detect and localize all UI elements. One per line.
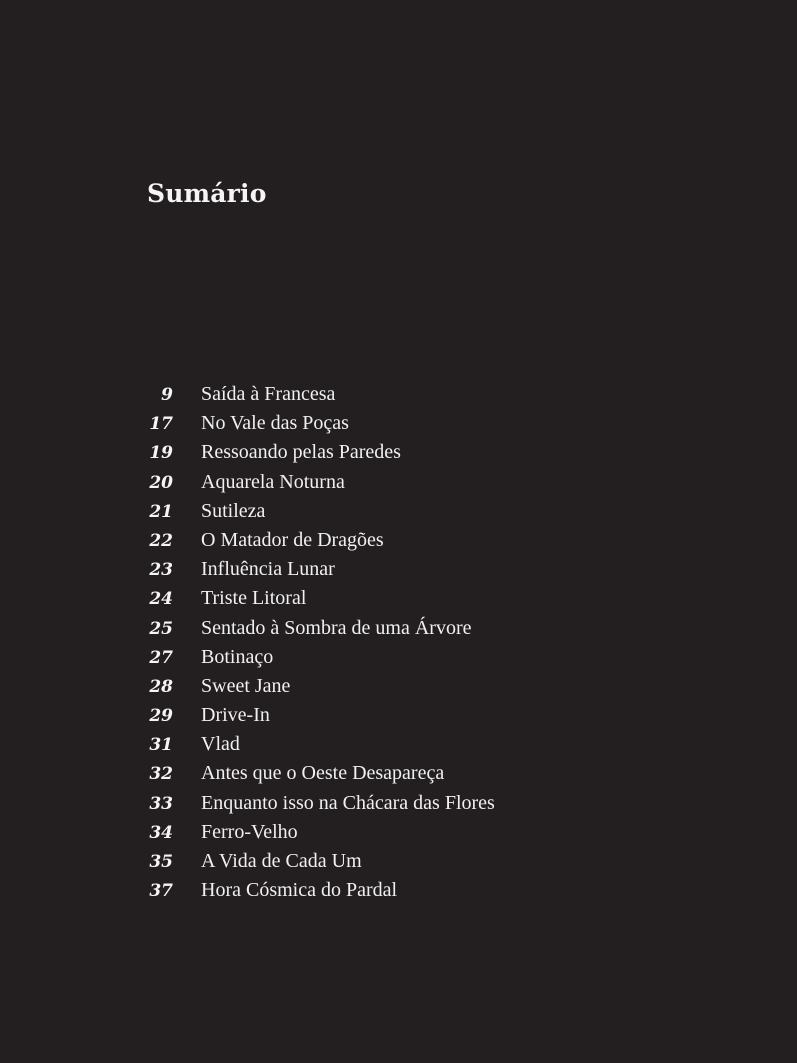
- toc-entry: [140, 468, 495, 497]
- toc-page-number: 33: [149, 793, 173, 814]
- toc-entry: [140, 555, 495, 584]
- toc-page-number: 22: [149, 530, 173, 551]
- toc-entry: [140, 730, 495, 759]
- toc-entry: [140, 876, 495, 905]
- toc-title: Sutileza: [201, 499, 266, 522]
- toc-page-number: 34: [149, 822, 173, 843]
- toc-entry: [140, 847, 495, 876]
- toc-entry: [140, 789, 495, 818]
- toc-page-number: 32: [149, 764, 173, 785]
- toc-entry: [140, 818, 495, 847]
- toc-page-number: 25: [149, 618, 173, 639]
- toc-title: Ferro-Velho: [201, 820, 298, 843]
- toc-title: Influência Lunar: [201, 558, 335, 581]
- toc-entry: [140, 643, 495, 672]
- toc-entry: [140, 438, 495, 467]
- toc-entry: [140, 614, 495, 643]
- toc-title: Drive-In: [201, 704, 270, 727]
- toc-page-number: 19: [149, 443, 173, 464]
- toc-entry: [140, 584, 495, 613]
- toc-title: Antes que o Oeste Desapareça: [201, 762, 445, 785]
- toc-title: Saída à Francesa: [201, 383, 336, 405]
- toc-page-number: 21: [149, 501, 173, 522]
- table-of-contents: [140, 380, 495, 905]
- toc-entry: [140, 380, 495, 409]
- toc-page-number: 31: [149, 735, 173, 756]
- toc-page-number: 35: [149, 852, 173, 872]
- toc-page-number: 17: [149, 414, 173, 435]
- toc-entry: [140, 409, 495, 438]
- toc-title: Vlad: [201, 733, 240, 756]
- toc-page-number: 29: [149, 706, 173, 727]
- toc-title: O Matador de Dragões: [201, 528, 384, 551]
- toc-entry: [140, 759, 495, 788]
- toc-entry: [140, 672, 495, 701]
- toc-page-number: 9: [161, 385, 173, 405]
- toc-title: A Vida de Cada Um: [201, 850, 362, 872]
- toc-title: Hora Cósmica do Pardal: [201, 879, 398, 902]
- page-title: Sumário: [147, 179, 267, 208]
- toc-entry: [140, 701, 495, 730]
- toc-page-number: 24: [149, 589, 173, 610]
- toc-title: No Vale das Poças: [201, 412, 349, 435]
- toc-title: Sentado à Sombra de uma Árvore: [201, 616, 472, 639]
- toc-entry: [140, 497, 495, 526]
- toc-title: Triste Litoral: [201, 587, 307, 610]
- toc-page-number: 37: [149, 881, 173, 902]
- toc-entry: [140, 526, 495, 555]
- toc-title: Sweet Jane: [201, 674, 291, 697]
- toc-page-number: 20: [149, 472, 173, 493]
- toc-title: Enquanto isso na Chácara das Flores: [201, 791, 495, 814]
- toc-title: Ressoando pelas Paredes: [201, 441, 401, 464]
- toc-title: Botinaço: [201, 645, 274, 668]
- toc-page-number: 28: [149, 676, 173, 697]
- toc-title: Aquarela Noturna: [201, 470, 345, 493]
- toc-page-number: 23: [149, 560, 173, 581]
- toc-page-number: 27: [149, 647, 173, 668]
